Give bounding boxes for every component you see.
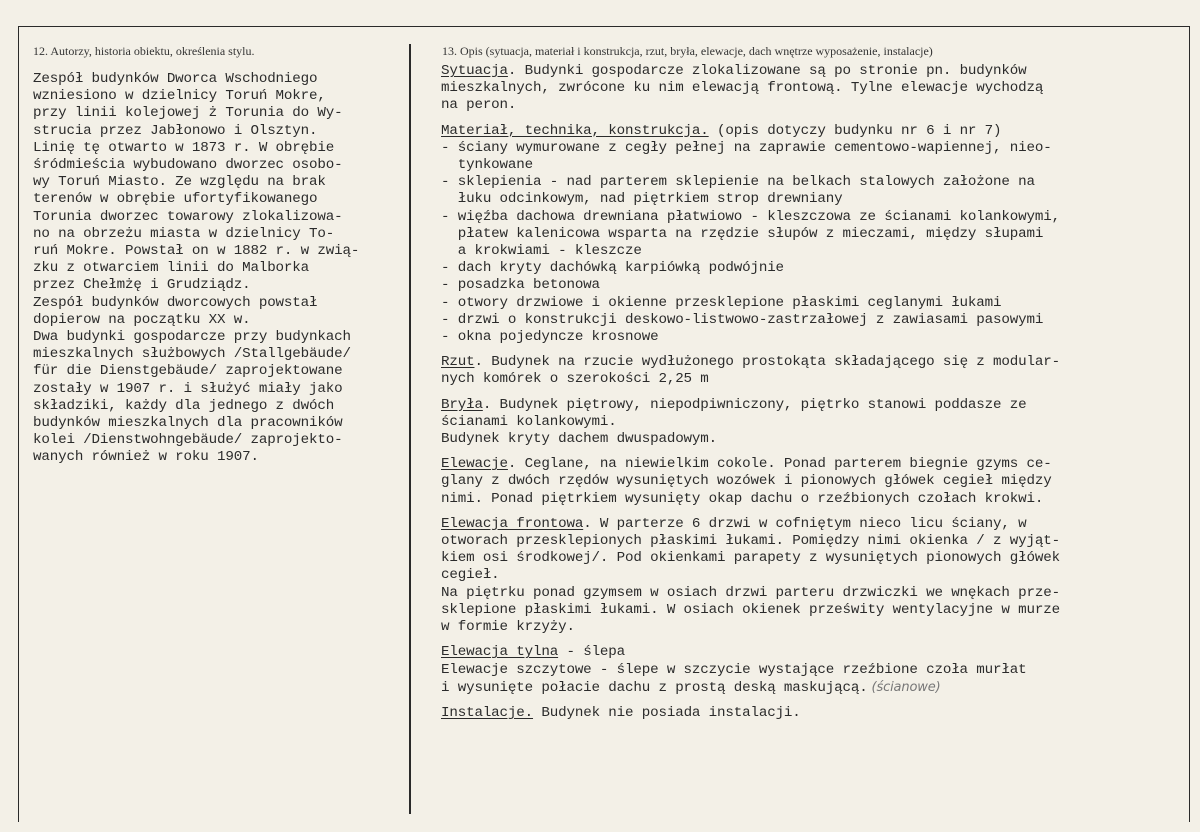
list-item: - otwory drzwiowe i okienne przesklepione płaskimi ceglanymi łukami [441,294,1002,311]
history-line: Zespół budynków dworcowych powstał [33,294,318,311]
elewacje-line-1: glany z dwóch rzędów wysuniętych wozówek i pionowych główek cegieł między [441,473,1052,490]
frontowa-line-1: otworach przesklepionych płaskimi łukami. Pomiędzy nimi okienka / z wyjąt- [441,533,1060,550]
sytuacja-line-2: na peron. [441,97,517,114]
left-column-header: 12. Autorzy, historia obiektu, określenia stylu. [33,44,255,58]
history-line: wzniesiono w dzielnicy Toruń Mokre, [33,88,326,105]
instalacje-text: Budynek nie posiada instalacji. [533,704,801,721]
list-item: - sklepienia - nad parterem sklepienie na belkach stalowych założone na [441,174,1035,191]
elewacje-line-2: nimi. Ponad piętrkiem wysunięty okap dachu o rzeźbionych czołach krokwi. [441,490,1044,507]
history-line: kolei /Dienstwohngebäude/ zaprojekto- [33,432,343,449]
elewacje-heading: Elewacje [441,456,508,473]
section-instalacje [441,705,1181,722]
bryla-line-0: . Budynek piętrowy, niepodpiwniczony, piętrko stanowi poddasze ze [482,396,1027,413]
list-item: łuku odcinkowym, nad piętrkiem strop drewniany [441,191,843,208]
rzut-heading: Rzut [441,354,475,371]
section-elewacje [441,456,1181,508]
history-line: przy linii kolejowej ż Torunia do Wy- [33,105,343,122]
section-frontowa [441,516,1181,636]
material-heading: Materiał, technika, konstrukcja. [441,122,709,139]
history-line: przez Chełmżę i Grudziądz. [33,277,251,294]
tylna-heading: Elewacja tylna [441,644,559,661]
history-line: mieszkalnych służbowych /Stallgebäude/ [33,346,351,363]
list-item: - ściany wymurowane z cegły pełnej na zaprawie cementowo-wapiennej, nieo- [441,139,1052,156]
frontowa-line-2: kiem osi środkowej/. Pod okienkami parapety z wysuniętych pionowych główek [441,550,1060,567]
history-line: Linię tę otwarto w 1873 r. W obrębie [33,139,335,156]
history-line: dopierow na początku XX w. [33,311,251,328]
list-item: - drzwi o konstrukcji deskowo-listwowo-zastrzałowej z zawiasami pasowymi [441,311,1044,328]
history-line: Dwa budynki gospodarcze przy budynkach [33,329,351,346]
history-line: śródmieścia wybudowano dworzec osobo- [33,157,343,174]
instalacje-heading: Instalacje. [441,704,534,721]
frontowa-line-6: w formie krzyży. [441,619,575,636]
bryla-line-2: Budynek kryty dachem dwuspadowym. [441,431,718,448]
material-note: (opis dotyczy budynku nr 6 i nr 7) [708,122,1002,139]
list-item: a krokwiami - kleszcze [441,243,642,260]
bryla-line-1: ścianami kolankowymi. [441,413,617,430]
frontowa-line-0: . W parterze 6 drzwi w cofniętym nieco licu ściany, w [583,515,1027,532]
section-material [441,123,1181,140]
history-line: zku z otwarciem linii do Malborka [33,260,310,277]
frontowa-line-3: cegieł. [441,567,500,584]
column-divider [409,44,411,814]
list-item: - więźba dachowa drewniana płatwiowo - kleszczowa ze ścianami kolankowymi, [441,208,1060,225]
history-line: ruń Mokre. Powstał on w 1882 r. w zwią- [33,243,360,260]
frontowa-line-5: sklepione płaskimi łukami. W osiach okienek prześwity wentylacyjne w murze [441,601,1060,618]
history-line: no na obrzeżu miasta w dzielnicy To- [33,225,335,242]
section-bryla [441,397,1181,449]
history-line: budynków mieszkalnych dla pracowników [33,415,343,432]
rzut-line-1: nych komórek o szerokości 2,25 m [441,371,709,388]
handwritten-note: (ścianowe) [867,679,941,695]
history-line: Zespół budynków Dworca Wschodniego [33,71,318,87]
list-item: tynkowane [441,157,534,174]
section-sytuacja [441,63,1181,115]
history-text [33,71,403,467]
list-item: - okna pojedyncze krosnowe [441,329,659,346]
bryla-heading: Bryła [441,396,483,413]
section-rzut [441,354,1181,388]
sytuacja-line-1: mieszkalnych, zwrócone ku nim elewacją frontową. Tylne elewacje wychodzą [441,80,1044,97]
tylna-suffix: - ślepa [558,644,626,661]
history-line: terenów w obrębie ufortyfikowanego [33,191,318,208]
list-item: - dach kryty dachówką karpiówką podwójnie [441,260,784,277]
sytuacja-line-0: . Budynki gospodarcze zlokalizowane są po stronie pn. budynków [507,63,1027,79]
section-tylna [441,644,1181,697]
history-line: zostały w 1907 r. i służyć miały jako [33,380,343,397]
history-line: wanych również w roku 1907. [33,449,259,466]
description-column [441,63,1181,722]
tylna-line-1: i wysunięte połacie dachu z prostą deską maskującą. [441,679,868,696]
tylna-line-0: Elewacje szczytowe - ślepe w szczycie wystające rzeźbione czoła murłat [441,661,1027,678]
history-line: Torunia dworzec towarowy zlokalizowa- [33,208,343,225]
list-item: płatew kalenicowa wsparta na rzędzie słupów z mieczami, między słupami [441,225,1044,242]
elewacje-line-0: . Ceglane, na niewielkim cokole. Ponad parterem biegnie gzyms ce- [507,456,1052,473]
history-line: wy Toruń Miasto. Ze względu na brak [33,174,326,191]
frontowa-line-4: Na piętrku ponad gzymsem w osiach drzwi parteru drzwiczki we wnękach prze- [441,584,1060,601]
history-line: strucia przez Jabłonowo i Olsztyn. [33,122,318,139]
frontowa-heading: Elewacja frontowa [441,515,584,532]
list-item: - posadzka betonowa [441,277,600,294]
right-column-header: 13. Opis (sytuacja, materiał i konstrukcja, rzut, bryła, elewacje, dach wnętrze wyposażenie, instalacje) [442,44,933,58]
material-list [441,140,1181,346]
rzut-line-0: . Budynek na rzucie wydłużonego prostokąta składającego się z modular- [474,354,1060,371]
history-line: für die Dienstgebäude/ zaprojektowane [33,363,343,380]
history-line: składziki, każdy dla jednego z dwóch [33,397,335,414]
sytuacja-heading: Sytuacja [441,63,508,79]
